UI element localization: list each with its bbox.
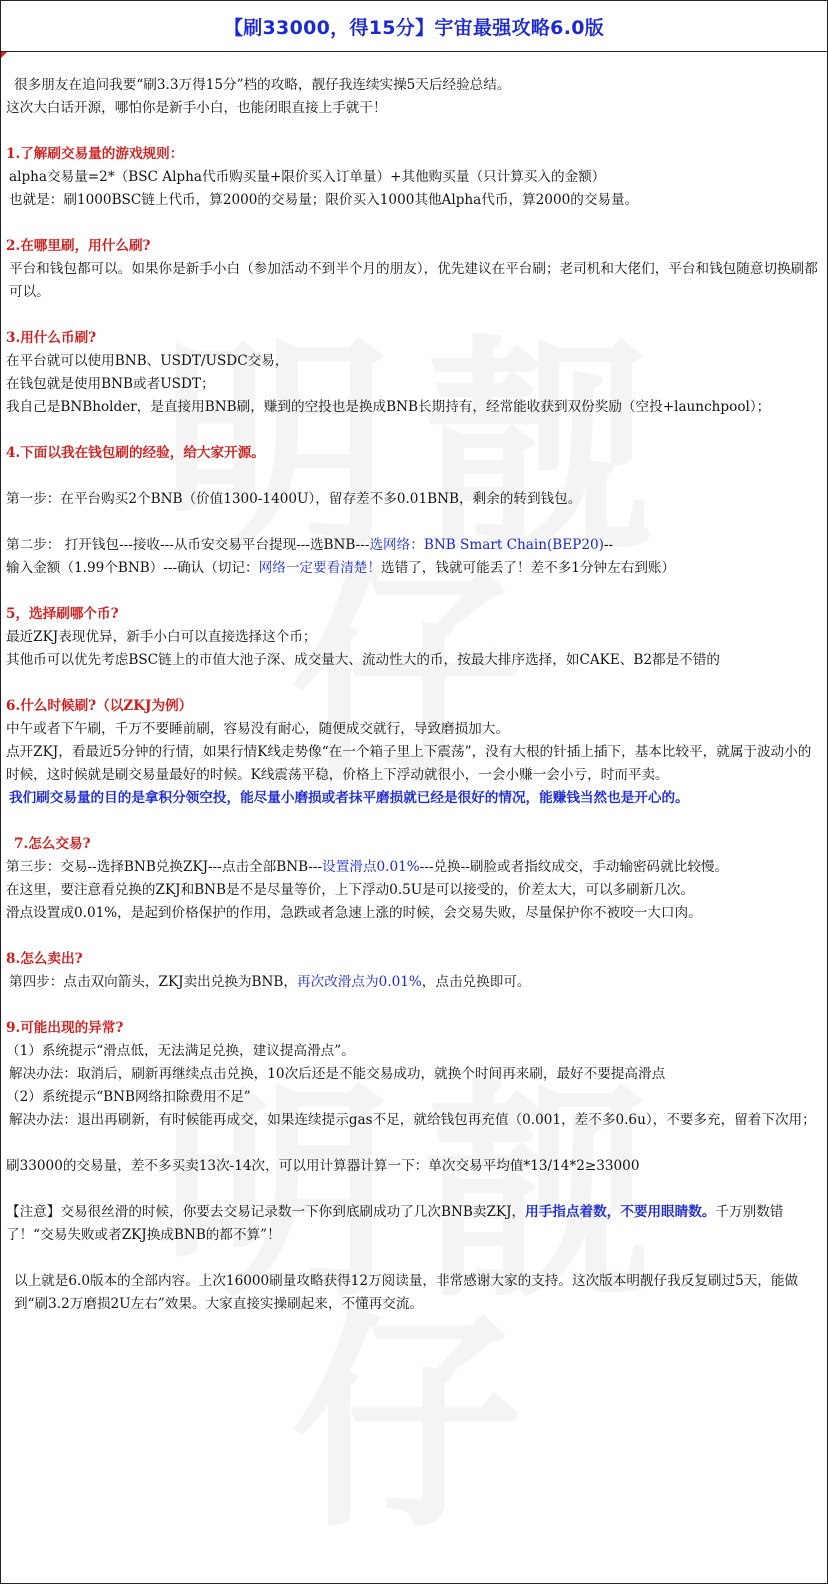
step-four: 第四步：点击双向箭头，ZKJ卖出兑换为BNB，再次改滑点为0.01%，点击兑换即可。 (9, 974, 531, 990)
step-three: 第三步：交易--选择BNB兑换ZKJ---点击全部BNB---设置滑点0.01%---兑换--刷脸或者指纹成交，手动输密码就比较慢。 (6, 859, 729, 875)
network-warning: 网络一定要看清楚！ (258, 560, 381, 576)
section-heading: 8.怎么卖出? (6, 951, 83, 967)
intro-line: 很多朋友在追问我要“刷3.3万得15分”档的攻略，靓仔我连续实操5天后经验总结。 (14, 77, 511, 93)
section-heading: 4.下面以我在钱包刷的经验，给大家开源。 (6, 445, 265, 461)
step-one: 第一步：在平台购买2个BNB（价值1300-1400U），留存差不多0.01BNB，剩余的转到钱包。 (6, 491, 582, 507)
section-heading: 5，选择刷哪个币? (6, 606, 119, 622)
paragraph: 在这里，要注意看兑换的ZKJ和BNB是不是尽量等价，上下浮动0.5U是可以接受的，价差太大，可以多刷新几次。 (6, 882, 695, 898)
section-heading: 9.可能出现的异常? (6, 1020, 124, 1036)
step-two-cont: 输入金额（1.99个BNB）---确认（切记：网络一定要看清楚！选错了，钱就可能丢了！差不多1分钟左右到账） (6, 560, 676, 576)
section-heading: 1.了解刷交易量的游戏规则： (6, 146, 184, 162)
section-heading: 7.怎么交易? (14, 836, 91, 852)
article-title: 【刷33000，得15分】宇宙最强攻略6.0版 (223, 16, 605, 39)
title-bar (1, 1, 827, 52)
paragraph: 解决办法：取消后，刷新再继续点击兑换，10次后还是不能交易成功，就换个时间再来刷，最好不要提高滑点 (9, 1066, 666, 1082)
paragraph: （2）系统提示“BNB网络扣除费用不足” (6, 1089, 251, 1105)
paragraph: 滑点设置成0.01%，是起到价格保护的作用，急跌或者急速上涨的时候，会交易失败，尽量保护你不被咬一大口肉。 (6, 905, 702, 921)
paragraph: 我自己是BNBholder，是直接用BNB刷，赚到的空投也是换成BNB长期持有，经常能收获到双份奖励（空投+launchpool）； (6, 399, 771, 415)
paragraph: 在平台就可以使用BNB、USDT/USDC交易， (6, 353, 289, 369)
paragraph: 点开ZKJ，看最近5分钟的行情，如果行情K线走势像“在一个箱子里上下震荡”，没有大根的针插上插下，基本比较平，就属于波动小的时候，这时候就是刷交易量最好的时候。K线震荡平稳，价格上下浮动就很小，一会小赚一会小亏，时而平卖。 (6, 744, 812, 783)
paragraph: 其他币可以优先考虑BSC链上的市值大池子深、成交量大、流动性大的币，按最大排序选择，如CAKE、B2都是不错的 (6, 652, 720, 668)
note-label: 【注意】 (6, 1204, 61, 1220)
paragraph: alpha交易量=2*（BSC Alpha代币购买量+限价买入订单量）+其他购买量（只计算买入的金额） (9, 169, 606, 185)
section-heading: 6.什么时候刷?（以ZKJ为例） (6, 698, 193, 714)
slippage-highlight: 设置滑点0.01% (322, 859, 420, 875)
paragraph: （1）系统提示“滑点低，无法满足兑换，建议提高滑点”。 (6, 1043, 355, 1059)
outro-paragraph: 以上就是6.0版本的全部内容。上次16000刷量攻略获得12万阅读量，非常感谢大家的支持。这次版本明靓仔我反复刷过5天，能做到“刷3.2万磨损2U左右”效果。大家直接实操刷起来，不懂再交流。 (14, 1273, 799, 1312)
network-highlight: 选网络：BNB Smart Chain(BEP20) (369, 537, 604, 553)
section-heading: 2.在哪里刷，用什么刷? (6, 238, 151, 254)
section-heading: 3.用什么币刷? (6, 330, 97, 346)
paragraph: 解决办法：退出再刷新，有时候能再成交，如果连续提示gas不足，就给钱包再充值（0.001，差不多0.6u），不要多充，留着下次用； (9, 1112, 816, 1128)
intro-line: 这次大白话开源，哪怕你是新手小白，也能闭眼直接上手就干！ (6, 100, 387, 116)
note-highlight: 用手指点着数，不要用眼睛数 (525, 1204, 702, 1220)
highlight-paragraph: 我们刷交易量的目的是拿积分领空投，能尽量小磨损或者抹平磨损就已经是很好的情况，能赚钱当然也是开心的。 (9, 790, 689, 806)
paragraph: 也就是：刷1000BSC链上代币，算2000的交易量；限价买入1000其他Alpha代币，算2000的交易量。 (9, 192, 639, 208)
article-body (1, 52, 827, 1316)
step-two: 第二步： 打开钱包---接收---从币安交易平台提现---选BNB---选网络：BNB Smart Chain(BEP20)-- (6, 537, 614, 553)
note-paragraph: 【注意】交易很丝滑的时候，你要去交易记录数一下你到底刷成功了几次BNB卖ZKJ，用手指点着数，不要用眼睛数。千万别数错了！“交易失败或者ZKJ换成BNB的都不算”！ (6, 1204, 784, 1243)
paragraph: 在钱包就是使用BNB或者USDT； (6, 376, 215, 392)
paragraph: 平台和钱包都可以。如果你是新手小白（参加活动不到半个月的朋友），优先建议在平台刷；老司机和大佬们，平台和钱包随意切换刷都可以。 (9, 261, 818, 300)
paragraph: 中午或者下午刷，千万不要睡前刷，容易没有耐心，随便成交就行，导致磨损加大。 (6, 721, 509, 737)
paragraph: 最近ZKJ表现优异，新手小白可以直接选择这个币； (6, 629, 317, 645)
slippage-highlight: 再次改滑点为0.01% (297, 974, 422, 990)
calculation-line: 刷33000的交易量，差不多买卖13次-14次，可以用计算器计算一下：单次交易平均值*13/14*2≥33000 (6, 1158, 640, 1174)
